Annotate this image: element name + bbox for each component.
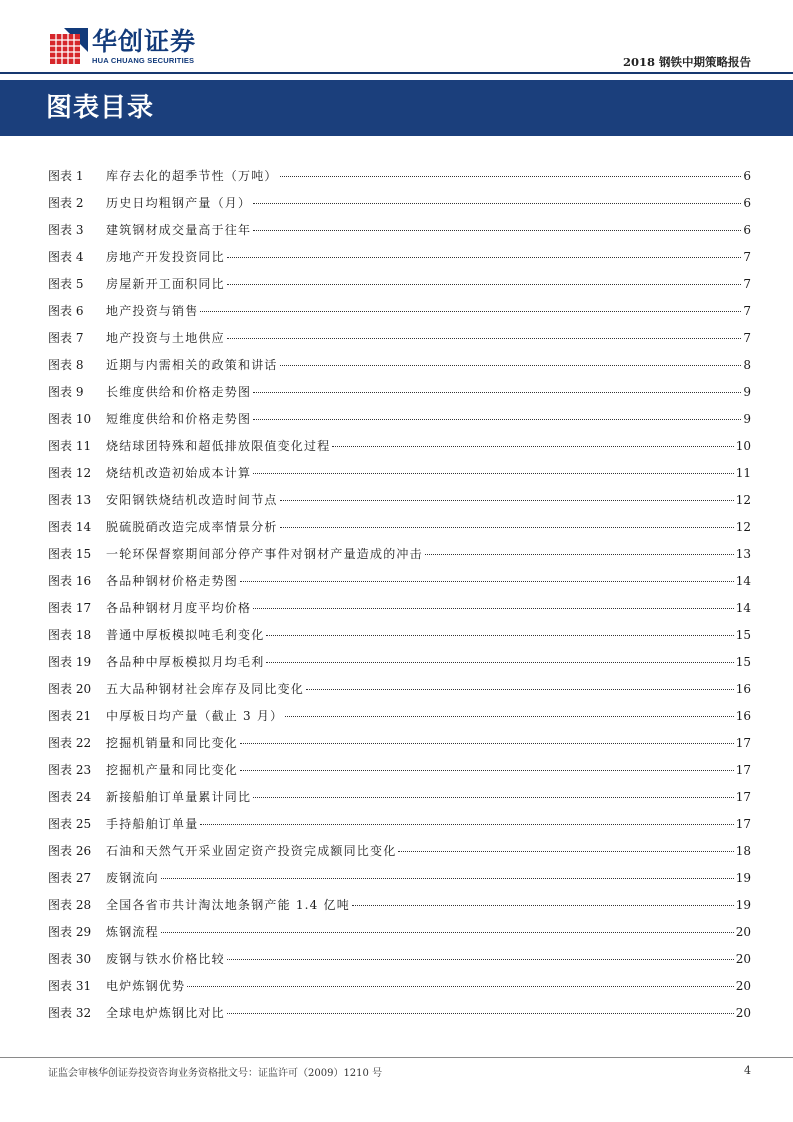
toc-dot-leader <box>161 878 734 879</box>
toc-entry-page: 7 <box>743 277 751 291</box>
toc-entry-title: 挖掘机销量和同比变化 <box>106 736 239 750</box>
toc-dot-leader <box>280 527 734 528</box>
table-of-figures <box>48 168 751 1032</box>
header-divider <box>0 72 793 74</box>
toc-entry-page: 17 <box>735 763 751 777</box>
toc-dot-leader <box>266 662 733 663</box>
toc-entry-label: 图表 26 <box>48 844 92 858</box>
toc-entry-page: 20 <box>735 952 751 966</box>
toc-entry-title: 地产投资与土地供应 <box>106 331 225 345</box>
toc-entry-label: 图表 21 <box>48 709 92 723</box>
toc-entry-title: 烧结球团特殊和超低排放限值变化过程 <box>106 439 331 453</box>
toc-dot-leader <box>253 419 741 420</box>
company-name-cn: 华创证券 <box>92 27 197 56</box>
toc-entry-page: 13 <box>735 547 751 561</box>
toc-entry-page: 14 <box>735 601 751 615</box>
toc-entry-title: 长维度供给和价格走势图 <box>106 385 252 399</box>
toc-entry-title: 炼钢流程 <box>106 925 159 939</box>
toc-entry[interactable] <box>48 1005 751 1032</box>
toc-entry-title: 废钢流向 <box>106 871 159 885</box>
toc-entry-page: 12 <box>735 520 751 534</box>
toc-entry[interactable] <box>48 303 751 330</box>
footer-divider <box>0 1057 793 1058</box>
toc-entry-title: 历史日均粗钢产量（月） <box>106 196 252 210</box>
toc-entry[interactable] <box>48 627 751 654</box>
toc-dot-leader <box>253 797 734 798</box>
toc-dot-leader <box>240 743 734 744</box>
logo-mark-icon <box>50 28 88 66</box>
toc-entry-label: 图表 9 <box>48 385 84 399</box>
toc-entry-title: 近期与内需相关的政策和讲话 <box>106 358 278 372</box>
toc-dot-leader <box>253 608 734 609</box>
company-logo <box>50 28 200 68</box>
toc-entry-label: 图表 31 <box>48 979 92 993</box>
toc-dot-leader <box>227 284 742 285</box>
toc-entry-page: 19 <box>735 898 751 912</box>
toc-entry[interactable] <box>48 708 751 735</box>
toc-entry-label: 图表 19 <box>48 655 92 669</box>
toc-entry[interactable] <box>48 924 751 951</box>
toc-entry-page: 6 <box>743 223 751 237</box>
toc-entry-label: 图表 32 <box>48 1006 92 1020</box>
toc-entry[interactable] <box>48 654 751 681</box>
page-number: 4 <box>744 1064 751 1077</box>
footer-license-note: 证监会审核华创证券投资咨询业务资格批文号：证监许可（2009）1210 号 <box>48 1068 383 1079</box>
toc-entry-label: 图表 22 <box>48 736 92 750</box>
toc-entry[interactable] <box>48 195 751 222</box>
toc-entry-label: 图表 13 <box>48 493 92 507</box>
toc-entry-page: 20 <box>735 925 751 939</box>
toc-entry[interactable] <box>48 843 751 870</box>
toc-entry-title: 房屋新开工面积同比 <box>106 277 225 291</box>
toc-entry-page: 14 <box>735 574 751 588</box>
toc-dot-leader <box>280 365 742 366</box>
toc-entry[interactable] <box>48 816 751 843</box>
toc-entry-title: 安阳钢铁烧结机改造时间节点 <box>106 493 278 507</box>
toc-entry-label: 图表 27 <box>48 871 92 885</box>
toc-entry-title: 五大品种钢材社会库存及同比变化 <box>106 682 305 696</box>
toc-dot-leader <box>280 500 734 501</box>
toc-entry-label: 图表 3 <box>48 223 84 237</box>
toc-entry-page: 8 <box>743 358 751 372</box>
toc-entry-page: 16 <box>735 709 751 723</box>
toc-entry-page: 7 <box>743 331 751 345</box>
toc-entry-label: 图表 10 <box>48 412 92 426</box>
toc-entry-label: 图表 2 <box>48 196 84 210</box>
toc-entry[interactable] <box>48 222 751 249</box>
toc-dot-leader <box>266 635 733 636</box>
toc-entry-title: 新接船舶订单量累计同比 <box>106 790 252 804</box>
toc-dot-leader <box>240 770 734 771</box>
toc-entry-title: 烧结机改造初始成本计算 <box>106 466 252 480</box>
toc-entry-title: 各品种钢材价格走势图 <box>106 574 239 588</box>
toc-entry-label: 图表 1 <box>48 169 84 183</box>
toc-entry-label: 图表 23 <box>48 763 92 777</box>
toc-entry-title: 各品种钢材月度平均价格 <box>106 601 252 615</box>
toc-entry-page: 19 <box>735 871 751 885</box>
toc-entry[interactable] <box>48 465 751 492</box>
toc-entry[interactable] <box>48 276 751 303</box>
page-header <box>0 0 793 78</box>
toc-entry-page: 20 <box>735 1006 751 1020</box>
toc-entry-label: 图表 6 <box>48 304 84 318</box>
toc-entry-label: 图表 8 <box>48 358 84 372</box>
toc-dot-leader <box>200 824 733 825</box>
toc-dot-leader <box>398 851 733 852</box>
toc-dot-leader <box>352 905 734 906</box>
toc-entry-title: 手持船舶订单量 <box>106 817 199 831</box>
toc-dot-leader <box>227 257 742 258</box>
section-banner <box>0 80 793 136</box>
toc-dot-leader <box>161 932 734 933</box>
toc-entry-title: 一轮环保督察期间部分停产事件对钢材产量造成的冲击 <box>106 547 423 561</box>
toc-entry-page: 9 <box>743 385 751 399</box>
toc-dot-leader <box>187 986 734 987</box>
toc-entry[interactable] <box>48 951 751 978</box>
toc-entry-page: 12 <box>735 493 751 507</box>
toc-entry-label: 图表 11 <box>48 439 92 453</box>
toc-entry[interactable] <box>48 384 751 411</box>
toc-entry-page: 17 <box>735 736 751 750</box>
toc-dot-leader <box>332 446 733 447</box>
toc-entry-title: 短维度供给和价格走势图 <box>106 412 252 426</box>
report-title: 2018 钢铁中期策略报告 <box>622 55 751 69</box>
toc-dot-leader <box>240 581 734 582</box>
toc-dot-leader <box>253 230 741 231</box>
toc-entry-label: 图表 15 <box>48 547 92 561</box>
toc-entry-label: 图表 24 <box>48 790 92 804</box>
toc-entry-title: 石油和天然气开采业固定资产投资完成额同比变化 <box>106 844 397 858</box>
toc-entry-title: 废钢与铁水价格比较 <box>106 952 225 966</box>
toc-entry-label: 图表 12 <box>48 466 92 480</box>
toc-entry-page: 17 <box>735 817 751 831</box>
toc-entry-label: 图表 7 <box>48 331 84 345</box>
toc-entry-page: 16 <box>735 682 751 696</box>
toc-entry-title: 地产投资与销售 <box>106 304 199 318</box>
toc-entry-page: 11 <box>735 466 751 480</box>
toc-entry[interactable] <box>48 249 751 276</box>
toc-entry-label: 图表 29 <box>48 925 92 939</box>
toc-entry[interactable] <box>48 438 751 465</box>
toc-entry[interactable] <box>48 411 751 438</box>
toc-entry[interactable] <box>48 897 751 924</box>
toc-dot-leader <box>227 959 734 960</box>
toc-entry-title: 建筑钢材成交量高于往年 <box>106 223 252 237</box>
toc-entry[interactable] <box>48 870 751 897</box>
toc-entry-label: 图表 25 <box>48 817 92 831</box>
toc-entry-label: 图表 5 <box>48 277 84 291</box>
toc-entry-page: 6 <box>743 169 751 183</box>
toc-dot-leader <box>200 311 741 312</box>
toc-entry[interactable] <box>48 519 751 546</box>
toc-entry-page: 7 <box>743 304 751 318</box>
toc-entry[interactable] <box>48 168 751 195</box>
toc-dot-leader <box>306 689 734 690</box>
toc-dot-leader <box>253 392 741 393</box>
toc-entry-label: 图表 4 <box>48 250 84 264</box>
toc-entry-label: 图表 14 <box>48 520 92 534</box>
company-name-en: HUA CHUANG SECURITIES <box>92 56 195 65</box>
toc-entry[interactable] <box>48 762 751 789</box>
toc-entry-page: 18 <box>735 844 751 858</box>
toc-entry[interactable] <box>48 546 751 573</box>
toc-dot-leader <box>227 338 742 339</box>
toc-entry-page: 9 <box>743 412 751 426</box>
toc-entry-title: 普通中厚板模拟吨毛利变化 <box>106 628 265 642</box>
toc-entry-title: 各品种中厚板模拟月均毛利 <box>106 655 265 669</box>
toc-entry-page: 7 <box>743 250 751 264</box>
toc-dot-leader <box>253 473 734 474</box>
toc-entry-page: 20 <box>735 979 751 993</box>
toc-entry-label: 图表 18 <box>48 628 92 642</box>
toc-entry-page: 15 <box>735 655 751 669</box>
toc-dot-leader <box>280 176 742 177</box>
toc-entry[interactable] <box>48 330 751 357</box>
toc-entry[interactable] <box>48 357 751 384</box>
toc-entry-title: 房地产开发投资同比 <box>106 250 225 264</box>
toc-entry[interactable] <box>48 978 751 1005</box>
toc-dot-leader <box>285 716 733 717</box>
toc-entry-label: 图表 20 <box>48 682 92 696</box>
toc-entry[interactable] <box>48 573 751 600</box>
toc-entry-label: 图表 28 <box>48 898 92 912</box>
toc-entry-title: 中厚板日均产量（截止 3 月） <box>106 709 284 723</box>
toc-entry-page: 15 <box>735 628 751 642</box>
toc-entry-label: 图表 30 <box>48 952 92 966</box>
toc-entry[interactable] <box>48 492 751 519</box>
toc-entry-page: 17 <box>735 790 751 804</box>
toc-dot-leader <box>425 554 734 555</box>
toc-dot-leader <box>227 1013 734 1014</box>
toc-entry[interactable] <box>48 600 751 627</box>
toc-entry-title: 电炉炼钢优势 <box>106 979 186 993</box>
toc-entry-title: 库存去化的超季节性（万吨） <box>106 169 278 183</box>
toc-entry-title: 全国各省市共计淘汰地条钢产能 1.4 亿吨 <box>106 898 350 912</box>
toc-dot-leader <box>253 203 741 204</box>
toc-entry-label: 图表 17 <box>48 601 92 615</box>
toc-entry-title: 脱硫脱硝改造完成率情景分析 <box>106 520 278 534</box>
toc-entry[interactable] <box>48 735 751 762</box>
toc-entry-page: 6 <box>743 196 751 210</box>
toc-entry-page: 10 <box>735 439 751 453</box>
toc-entry-title: 全球电炉炼钢比对比 <box>106 1006 225 1020</box>
section-title: 图表目录 <box>46 93 155 123</box>
toc-entry-label: 图表 16 <box>48 574 92 588</box>
toc-entry[interactable] <box>48 789 751 816</box>
toc-entry[interactable] <box>48 681 751 708</box>
toc-entry-title: 挖掘机产量和同比变化 <box>106 763 239 777</box>
